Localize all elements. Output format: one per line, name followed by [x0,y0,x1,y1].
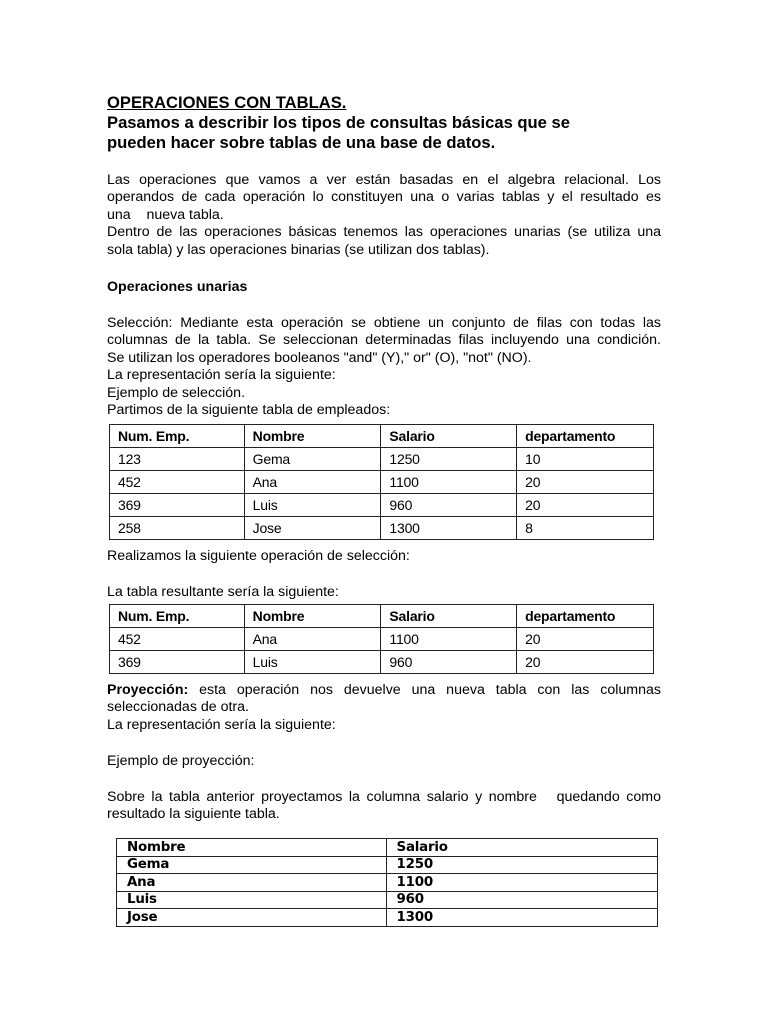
table-cell: Ana [244,471,381,494]
table-cell: 1100 [381,628,517,651]
table-header-row [110,425,654,448]
table-cell: 1100 [386,874,658,892]
proyeccion-line: seleccionadas de otra. [107,699,249,716]
table-header-row [117,839,658,857]
table-cell: 20 [517,628,654,651]
table-row [110,651,654,674]
column-header: Nombre [117,839,387,857]
intro-line: una nueva tabla. [107,206,224,223]
seleccion-line: Partimos de la siguiente tabla de empleados: [107,402,391,419]
document-title: OPERACIONES CON TABLAS. [107,93,347,112]
table-cell: Jose [244,517,381,540]
proyeccion-example: Ejemplo de proyección: [107,753,255,769]
table-cell: 452 [110,628,245,651]
table-empleados [109,424,654,540]
table-row [117,856,658,874]
table-cell: Ana [244,628,381,651]
proyeccion-line: Sobre la tabla anterior proyectamos la columna salario y nombre quedando como [107,789,661,805]
table-cell: 1300 [381,517,517,540]
column-header: Nombre [244,425,381,448]
seleccion-operation-text: Realizamos la siguiente operación de selección: [107,548,410,564]
seleccion-line: Selección: Mediante esta operación se obtiene un conjunto de filas con todas las [107,315,661,331]
table-row [117,891,658,909]
table-cell: 1100 [381,471,517,494]
document-heading [107,93,661,153]
intro-paragraph [107,172,661,259]
table-cell: Luis [117,891,387,909]
seleccion-paragraph [107,315,661,419]
table-cell: 452 [110,471,245,494]
column-header: Num. Emp. [110,425,245,448]
table-row [110,471,654,494]
table-cell: Luis [244,494,381,517]
proyeccion-text: esta operación nos devuelve una nueva tabla con las columnas [188,682,661,698]
table-cell: 1250 [386,856,658,874]
proyeccion-line: resultado la siguiente tabla. [107,806,280,823]
table-header-row [110,605,654,628]
table-resultado [109,604,654,674]
table-row [110,517,654,540]
column-header: Salario [386,839,658,857]
column-header: Salario [381,425,517,448]
proyeccion-line [107,682,661,699]
table-row [110,494,654,517]
table-cell: 8 [517,517,654,540]
proyeccion-label: Proyección: [107,682,189,698]
intro-line: operandos de cada operación lo constituyen una o varias tablas y el resultado es [107,189,661,206]
table-cell: 1250 [381,448,517,471]
intro-line: sola tabla) y las operaciones binarias (se utilizan dos tablas). [107,241,490,258]
proyeccion-description [107,789,661,824]
table-cell: 960 [381,494,517,517]
table-cell: Gema [244,448,381,471]
intro-line: Dentro de las operaciones básicas tenemos las operaciones unarias (se utiliza una [107,224,661,241]
table-cell: 960 [381,651,517,674]
column-header: Num. Emp. [110,605,245,628]
column-header: departamento [517,425,654,448]
table-cell: 10 [517,448,654,471]
table-cell: 369 [110,651,245,674]
table-row [117,909,658,927]
table-cell: 20 [517,651,654,674]
table-cell: 20 [517,471,654,494]
table-cell: 258 [110,517,245,540]
proyeccion-line: La representación sería la siguiente: [107,716,336,733]
table-cell: 960 [386,891,658,909]
seleccion-line: columnas de la tabla. Se seleccionan determinadas filas incluyendo una condición. [107,332,661,349]
column-header: departamento [517,605,654,628]
document-subtitle-line2: pueden hacer sobre tablas de una base de datos. [107,133,496,152]
table-row [117,874,658,892]
table-cell: Jose [117,909,387,927]
seleccion-line: La representación sería la siguiente: [107,367,336,384]
seleccion-line: Se utilizan los operadores booleanos "and" (Y)," or" (O), "not" (NO). [107,349,532,366]
table-proyeccion [116,838,658,927]
table-cell: 1300 [386,909,658,927]
table-row [110,448,654,471]
table-row [110,628,654,651]
table-cell: 123 [110,448,245,471]
section-heading-unarias: Operaciones unarias [107,279,248,295]
table-cell: Ana [117,874,387,892]
intro-line: Las operaciones que vamos a ver están basadas en el algebra relacional. Los [107,172,661,188]
column-header: Nombre [244,605,381,628]
proyeccion-paragraph [107,682,661,734]
table-cell: 369 [110,494,245,517]
table-cell: Luis [244,651,381,674]
seleccion-result-intro: La tabla resultante sería la siguiente: [107,584,339,600]
table-cell: 20 [517,494,654,517]
document-subtitle-line1: Pasamos a describir los tipos de consultas básicas que se [107,113,570,132]
seleccion-line: Ejemplo de selección. [107,384,246,401]
table-cell: Gema [117,856,387,874]
column-header: Salario [381,605,517,628]
